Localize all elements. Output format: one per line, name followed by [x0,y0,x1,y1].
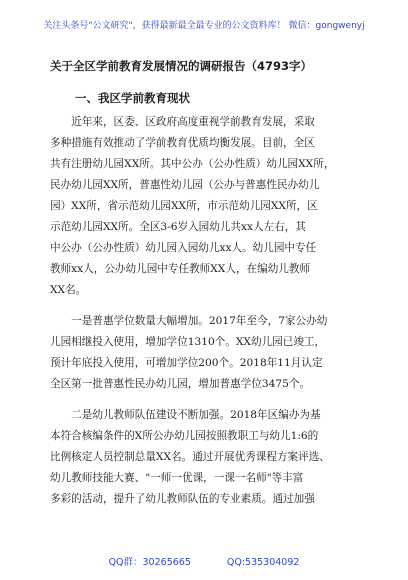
text-line: 示范幼儿园XX所。全区3-6岁入园幼儿共xx人左右，其 [50,221,306,233]
text-line: 园）XX所，省示范幼儿园XX所，市示范幼儿园XX所，区 [50,200,318,212]
footer-contacts [0,554,408,568]
text-line: 比例核定人员控制总量XX名。通过开展优秀课程方案评选、 [50,451,330,463]
paragraph-degrees [50,311,368,395]
text-line: 全区第一批普惠性民办幼儿园，增加普惠学位3475个。 [50,378,311,390]
text-line: 本符合核编条件的X所公办幼儿园按照教职工与幼儿1:6的 [50,430,319,442]
text-line: 儿园相继投入使用，增加学位1310个。XX幼儿园已竣工， [50,336,326,348]
section-heading: 一、我区学前教育现状 [75,91,190,105]
text-line: 中公办（公办性质）幼儿园入园幼儿xx人。幼儿园中专任 [50,242,317,254]
text-line: 教师xx人，公办幼儿园中专任教师XX人，在编幼儿教师 [50,263,311,275]
text-line: 预计年底投入使用，可增加学位200个。2018年11月认定 [50,357,323,369]
text-line: XX名。 [50,284,87,296]
paragraph-teachers [50,405,368,510]
page-title: 关于全区学前教育发展情况的调研报告（4793字） [50,59,313,73]
paragraph-overview [50,112,368,301]
qq-group-text: QQ群：30265665 [108,557,191,568]
text-line: 多种措施有效推动了学前教育优质均衡发展。目前，全区 [50,137,315,149]
qq-number-text: QQ:535304092 [226,557,300,568]
text-line: 民办幼儿园XX所，普惠性幼儿园（公办与普惠性民办幼儿 [50,179,320,191]
text-line: 近年来，区委、区政府高度重视学前教育发展，采取 [50,116,315,128]
text-line: 幼儿教师技能大赛、"一师一优课，一课一名师"等丰富 [50,472,304,484]
text-line: 多彩的活动，提升了幼儿教师队伍的专业素质。通过加强 [50,493,315,505]
document-body [50,112,368,520]
top-banner: 关注头条号"公文研究"，获得最新最全最专业的公文资料库！ 微信：gongwenyj [43,21,365,31]
text-line: 一是普惠学位数量大幅增加。2017年至今，7家公办幼 [50,315,328,327]
text-line: 共有注册幼儿园XX所。其中公办（公办性质）幼儿园XX所， [50,158,335,170]
text-line: 二是幼儿教师队伍建设不断加强。2018年区编办为基 [50,409,321,421]
